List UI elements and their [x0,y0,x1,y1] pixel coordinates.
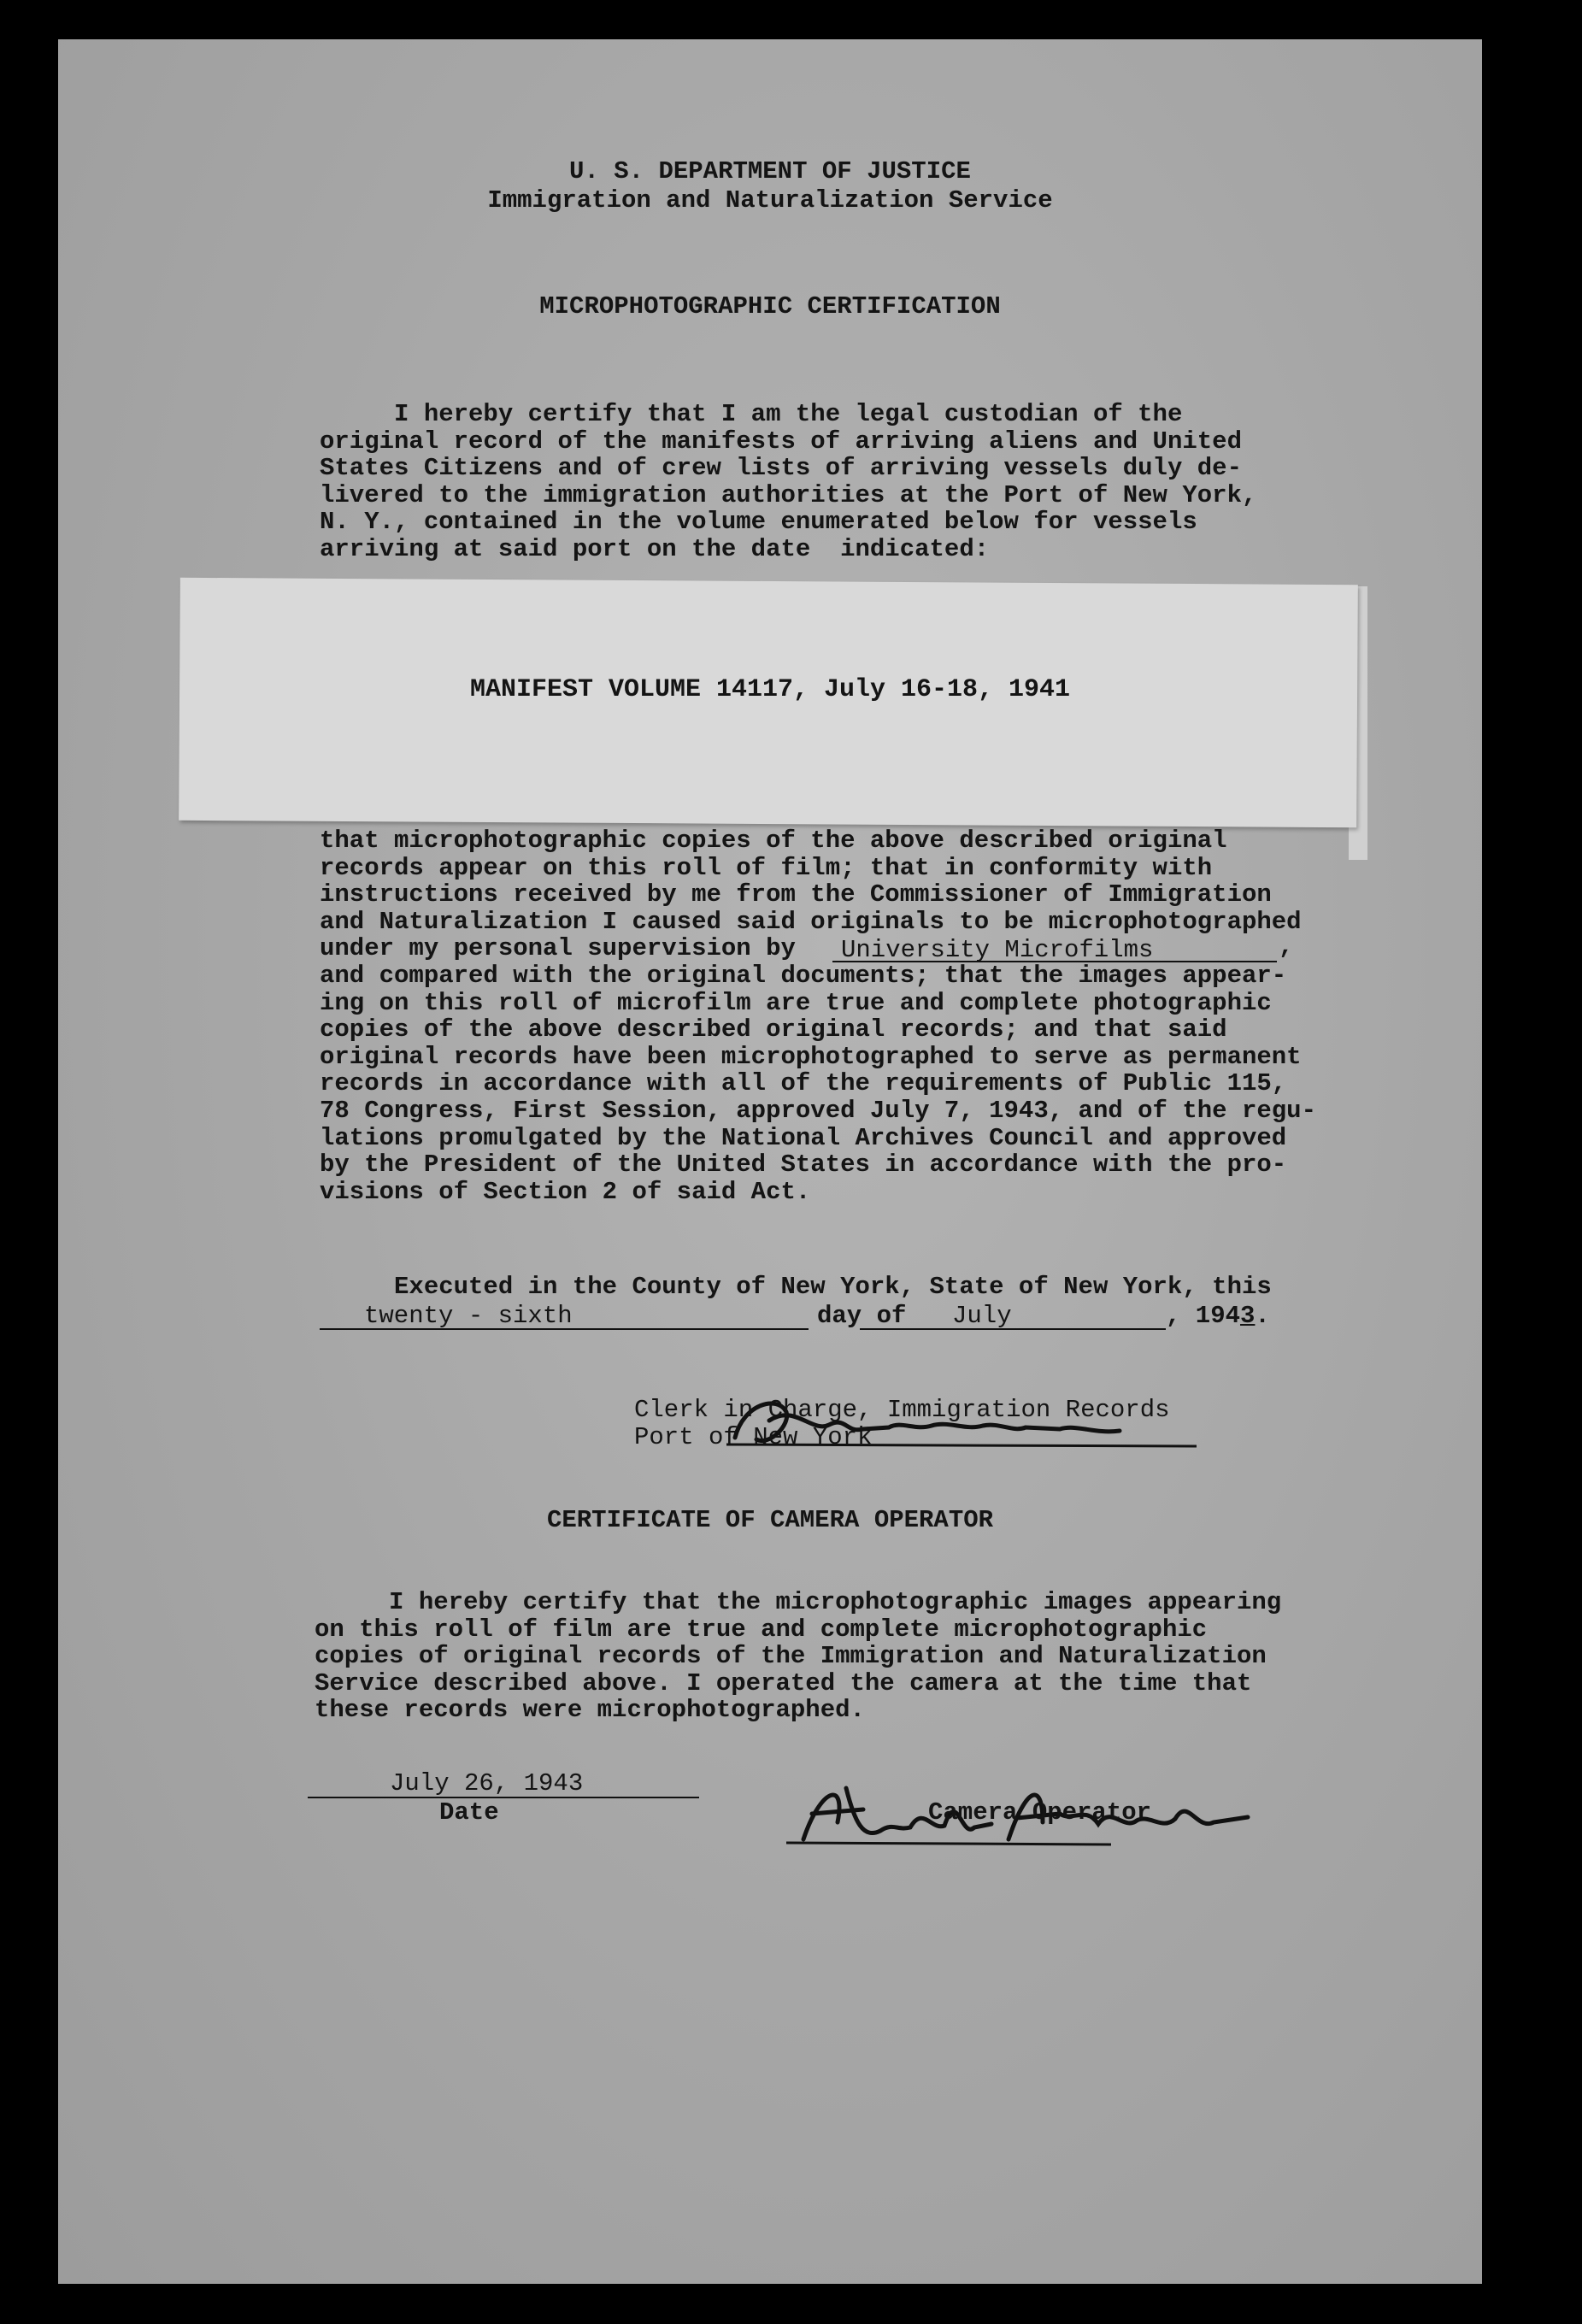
body-line: and compared with the original documents; that the images appear- [320,961,1287,990]
body-line: instructions received by me from the Commissioner of Immigration [320,880,1272,909]
date-label: Date [439,1798,499,1827]
intro-line: States Citizens and of crew lists of arriving vessels duly de- [320,454,1242,482]
date-underline [308,1768,699,1798]
intro-line: arriving at said port on the date indicated: [320,534,990,563]
intro-line: livered to the immigration authorities at the Port of New York, [320,480,1257,509]
camera-line: on this roll of film are true and complete microphotographic [315,1615,1208,1644]
body-line: visions of Section 2 of said Act. [320,1177,811,1206]
supervisor-underline [832,933,1277,962]
camera-line: Service described above. I operated the camera at the time that [315,1668,1252,1697]
year-prefix: , 194 [1166,1302,1241,1330]
camera-line: I hereby certify that the microphotographic images appearing [315,1588,1282,1616]
month-value: July [952,1302,1012,1330]
body-line: records in accordance with all of the requirements of Public 115, [320,1069,1287,1098]
body-line: that microphotographic copies of the above described original [320,827,1227,855]
supervisor-comma: , [1279,933,1294,961]
intro-line: original record of the manifests of arriving aliens and United [320,427,1242,456]
certification-title: MICROPHOTOGRAPHIC CERTIFICATION [539,292,1001,321]
month-underline [860,1299,1166,1330]
body-line: copies of the above described original records; and that said [320,1015,1227,1044]
intro-line: I hereby certify that I am the legal custodian of the [320,400,1183,428]
body-line: ing on this roll of microfilm are true and complete photographic [320,988,1272,1017]
intro-paragraph [320,401,1256,562]
year-suffix: . [1255,1302,1270,1330]
body-line: 78 Congress, First Session, approved July 7, 1943, and of the regu- [320,1096,1316,1125]
body-paragraph [320,827,1316,1205]
year-field [1166,1302,1270,1330]
day-value: twenty - sixth [364,1302,573,1330]
manifest-volume-label: MANIFEST VOLUME 14117, July 16-18, 1941 [469,675,1071,704]
body-line: original records have been microphotographed to serve as permanent [320,1042,1302,1071]
camera-line: copies of original records of the Immigration and Naturalization [315,1642,1267,1670]
camera-operator-label: Camera Operator [928,1798,1152,1827]
operator-date-value: July 26, 1943 [390,1769,584,1797]
body-line: under my personal supervision by [320,934,796,963]
clerk-title-1: Clerk in Charge, Immigration Records [634,1396,1170,1424]
executed-line: Executed in the County of New York, State of New York, this [320,1273,1272,1301]
intro-line: N. Y., contained in the volume enumerated below for vessels [320,508,1197,536]
supervisor-value: University Microfilms [841,936,1154,964]
day-underline [320,1299,809,1330]
clerk-title-2: Port of New York [634,1423,873,1451]
day-of-label: day of [817,1302,907,1330]
service-header: Immigration and Naturalization Service [487,186,1053,215]
body-line: lations promulgated by the National Archives Council and approved [320,1123,1287,1152]
camera-line: these records were microphotographed. [315,1696,865,1724]
camera-paragraph [315,1589,1281,1724]
year-digit: 3 [1240,1302,1256,1330]
body-line: and Naturalization I caused said originals to be microphotographed [320,907,1302,936]
body-line: records appear on this roll of film; that in conformity with [320,853,1213,882]
camera-title: CERTIFICATE OF CAMERA OPERATOR [546,1506,994,1534]
department-header: U. S. DEPARTMENT OF JUSTICE [569,157,971,185]
body-line: by the President of the United States in accordance with the pro- [320,1150,1287,1180]
document-page [58,39,1482,2284]
